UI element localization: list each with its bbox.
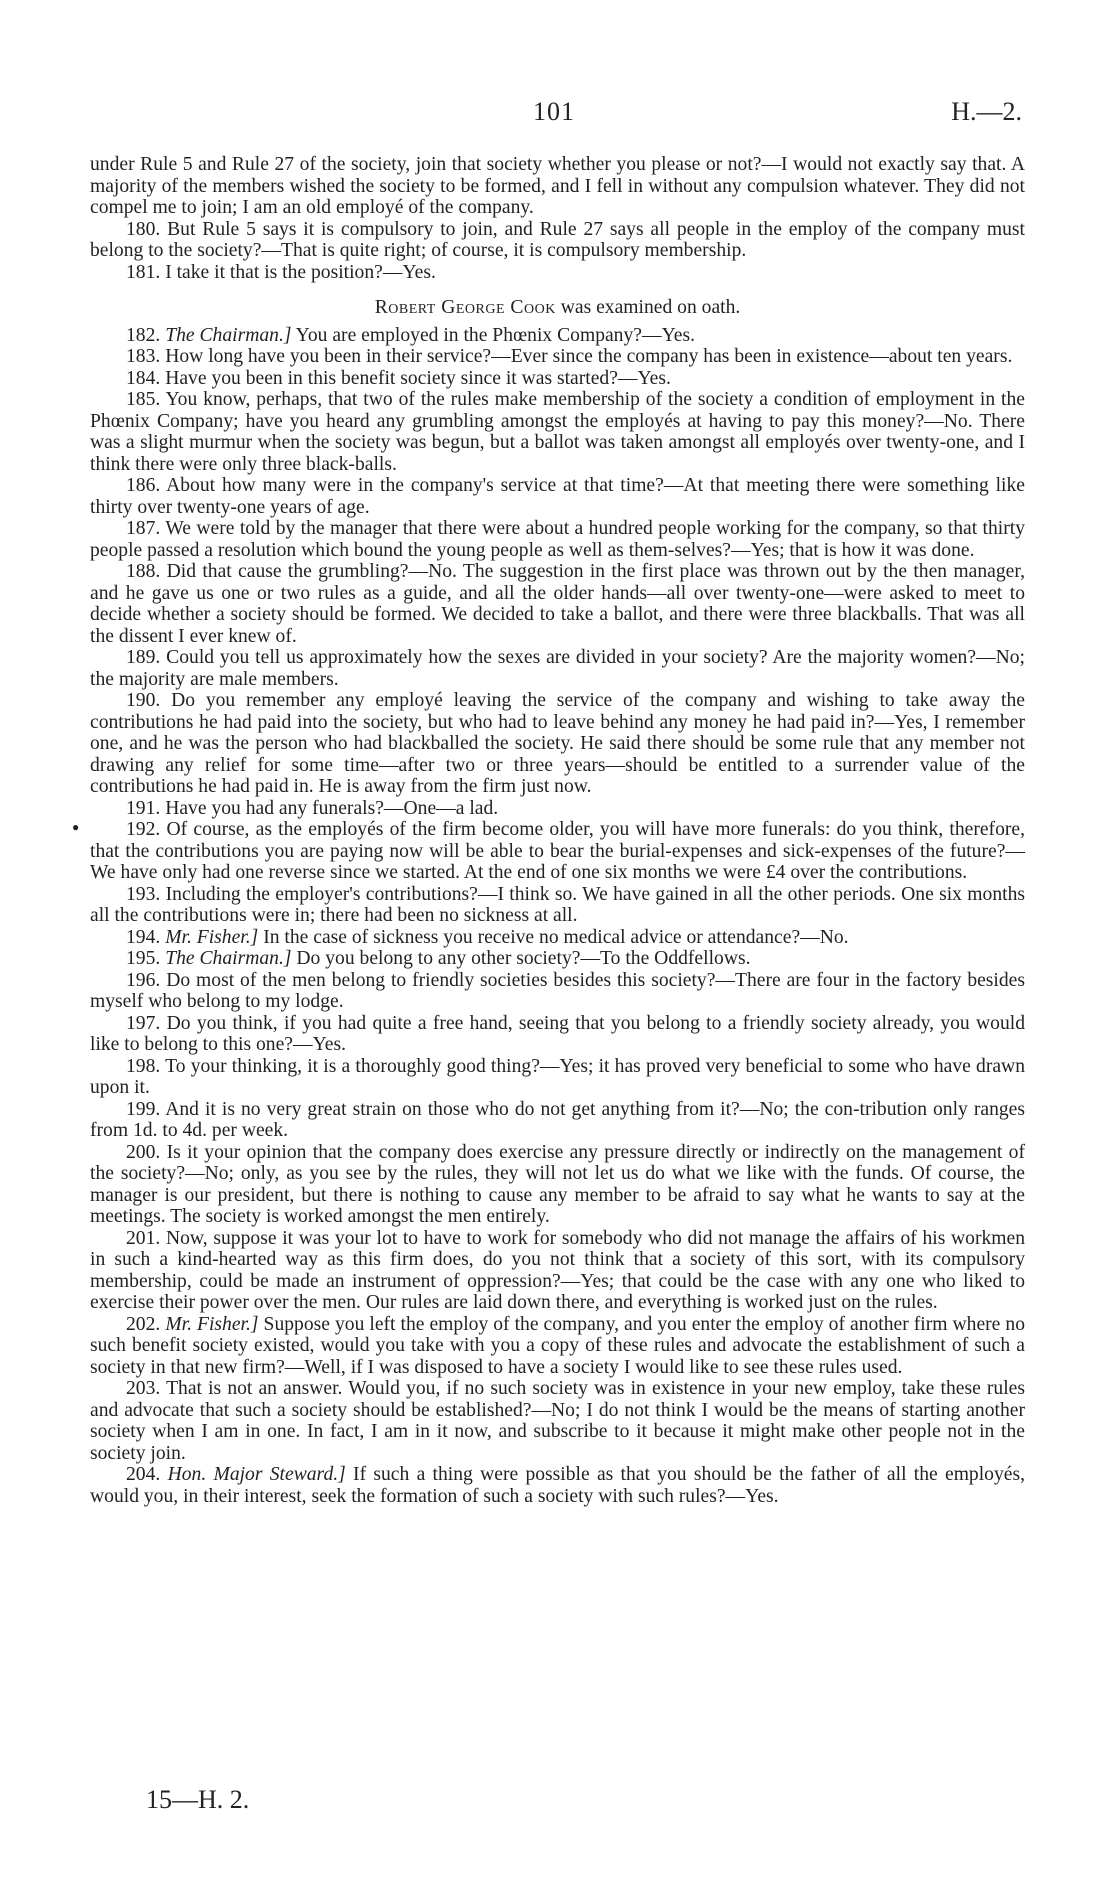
question-number: 202. [126,1313,161,1335]
question-number: 203. [126,1378,161,1399]
qa-paragraph [90,518,1025,561]
question-number: 193. [126,883,161,905]
question-number: 195. [126,948,161,969]
question-number: 185. [126,389,161,410]
margin-mark: ● [72,820,80,834]
question-number: 187. [126,518,161,539]
qa-paragraph [90,948,1025,970]
question-number: 184. [126,367,161,389]
qa-paragraph [90,819,1025,884]
document-body [90,154,1025,1507]
qa-text: About how many were in the company's service at that time?—At that meeting there were something like thirty over twenty-one years of age. [90,475,1025,518]
page-header [0,97,1114,127]
qa-text: Did that cause the grumbling?—No. The suggestion in the first place was thrown out by the then manager, and he gave us one or two rules as a guide, and all the older hands—all over twenty-one—were asked to meet to decide whether a society should be formed. We decided to take a ballot, and there were three blackballs. That was all the dissent I ever knew of. [90,561,1025,647]
qa-text: We were told by the manager that there were about a hundred people working for the company, so that thirty people passed a resolution which bound the young people as well as them-selves?—Yes; that is how it was done. [90,518,1026,561]
qa-paragraph [90,368,1025,390]
qa-paragraph [90,325,1025,347]
question-number: 183. [126,346,161,367]
qa-paragraph [90,1378,1025,1464]
speaker-label: The Chairman.] [165,324,292,346]
qa-paragraph [90,1464,1025,1507]
qa-paragraph [90,798,1025,820]
qa-paragraph [90,475,1025,518]
qa-text: Of course, as the employés of the firm become older, you will have more funerals: do you think, therefore, that the contributions you are paying now will be able to bear the burial-expenses and sick-expenses of the future?—We have only had one reverse since we started. At the end of one six months we were £4 over the contributions. [90,819,1025,883]
qa-text: Is it your opinion that the company does exercise any pressure directly or indirectly on the management of the society?—No; only, as you see by the rules, they will not let us do what we like with the funds. Of course, the manager is our president, but there is nothing to cause any member to be afraid to say what he wants to say at the meetings. The society is worked amongst the men entirely. [90,1141,1025,1227]
question-number: 201. [126,1227,161,1249]
question-number: 194. [126,926,161,948]
qa-text: Have you been in this benefit society since it was started?—Yes. [165,367,671,389]
paragraph: 180. But Rule 5 says it is compulsory to join, and Rule 27 says all people in the employ of the company must belong to the society?—That is quite right; of course, it is compulsory membership. [90,218,1025,261]
qa-text: That is not an answer. Would you, if no such society was in existence in your new employ, take these rules and advocate that such a society should be established?—No; I do not think I would be the means of starting another society when I am in one. In fact, I am in it now, and subscribe to it because it might make other people not in the society join. [90,1378,1025,1464]
witness-name: Robert George Cook [374,297,556,318]
witness-heading [90,297,1025,319]
qa-paragraph [90,346,1025,368]
qa-paragraph [90,1228,1025,1314]
speaker-label: Mr. Fisher.] [165,1313,259,1335]
qa-text: In the case of sickness you receive no medical advice or attendance?—No. [258,926,849,948]
signature-footer: 15—H. 2. [146,1785,250,1814]
qa-text: Including the employer's contributions?—I think so. We have gained in all the other periods. One six months all the contributions were in; there had been no sickness at all. [90,883,1025,926]
qa-text: If such a thing were possible as that you should be the father of all the employés, would you, in their interest, seek the formation of such a society with such rules?—Yes. [90,1464,1025,1507]
qa-text: Could you tell us approximately how the sexes are divided in your society? Are the majority women?—No; the majority are male members. [90,647,1025,690]
qa-paragraph [90,1013,1025,1056]
qa-text: Do you belong to any other society?—To the Oddfellows. [291,948,751,969]
question-number: 190. [126,690,161,711]
qa-text: You know, perhaps, that two of the rules make membership of the society a condition of employment in the Phœnix Company; have you heard any grumbling amongst the employés at having to pay this money?—No. There was a slight murmur when the society was begun, but a ballot was taken amongst all employés over twenty-one, and I think there were only three black-balls. [90,389,1025,475]
qa-paragraph [90,970,1025,1013]
qa-paragraph [90,1142,1025,1228]
question-number: 188. [126,561,161,582]
qa-paragraph [90,389,1025,475]
paragraph: under Rule 5 and Rule 27 of the society, join that society whether you please or not?—I would not exactly say that. A majority of the members wished the society to be formed, and I fell in without any compulsion whatever. They did not compel me to join; I am an old employé of the company. [90,154,1025,218]
qa-paragraph [90,1314,1025,1379]
question-number: 196. [126,969,161,991]
qa-paragraph [90,1056,1025,1099]
qa-paragraph [90,1099,1025,1142]
qa-text: You are employed in the Phœnix Company?—Yes. [291,324,695,346]
question-number: 197. [126,1012,161,1034]
qa-paragraph [90,690,1025,798]
question-number: 191. [126,797,161,819]
paragraph: 181. I take it that is the position?—Yes. [126,261,436,283]
qa-text: Now, suppose it was your lot to have to work for somebody who did not manage the affairs of his workmen in such a kind-hearted way as this firm does, do you not think that a society of this sort, with its compulsory membership, could be made an instrument of oppression?—Yes; that could be the case with any one who liked to exercise their power over the men. Our rules are laid down there, and everything is worked just on the rules. [90,1227,1026,1313]
qa-text: And it is no very great strain on those who do not get anything from it?—No; the con-tribution only ranges from 1d. to 4d. per week. [90,1098,1025,1141]
qa-paragraph [90,884,1025,927]
qa-text: Do you remember any employé leaving the service of the company and wishing to take away the contributions he had paid into the society, but who had to leave behind any money he had paid in?—Yes, I remember one, and he was the person who had blackballed the society. He said there should be some rule that any member not drawing any relief for some time—after two or three years—should be entitled to a surrender value of the contributions he had paid in. He is away from the firm just now. [90,690,1025,797]
qa-text: Have you had any funerals?—One—a lad. [165,797,499,819]
question-number: 186. [126,475,161,496]
document-code: H.—2. [951,97,1022,126]
question-number: 204. [126,1464,161,1485]
qa-paragraph [90,561,1025,647]
qa-text: To your thinking, it is a thoroughly good thing?—Yes; it has proved very beneficial to some who have drawn upon it. [90,1055,1025,1098]
question-number: 199. [126,1098,161,1120]
qa-paragraph [90,927,1025,949]
page-number: 101 [533,97,575,126]
question-number: 189. [126,647,161,668]
witness-heading-rest: was examined on oath. [555,297,741,318]
speaker-label: Mr. Fisher.] [165,926,259,948]
qa-text: Do you think, if you had quite a free hand, seeing that you belong to a friendly society already, you would like to belong to this one?—Yes. [90,1012,1025,1055]
qa-text: How long have you been in their service?—Ever since the company has been in existence—about ten years. [165,346,1013,367]
question-number: 200. [126,1141,161,1163]
qa-paragraph [90,647,1025,690]
speaker-label: Hon. Major Steward.] [167,1464,346,1485]
question-number: 182. [126,324,161,346]
speaker-label: The Chairman.] [165,948,292,969]
question-number: 198. [126,1055,161,1077]
qa-text: Do most of the men belong to friendly societies besides this society?—There are four in the factory besides myself who belong to my lodge. [90,969,1025,1012]
question-number: 192. [126,819,161,840]
qa-text: Suppose you left the employ of the company, and you enter the employ of another firm where no such benefit society existed, would you take with you a copy of these rules and advocate the establishment of such a society in that new firm?—Well, if I was disposed to have a society I would like to see these rules used. [90,1313,1025,1378]
qa-list [90,325,1025,1508]
